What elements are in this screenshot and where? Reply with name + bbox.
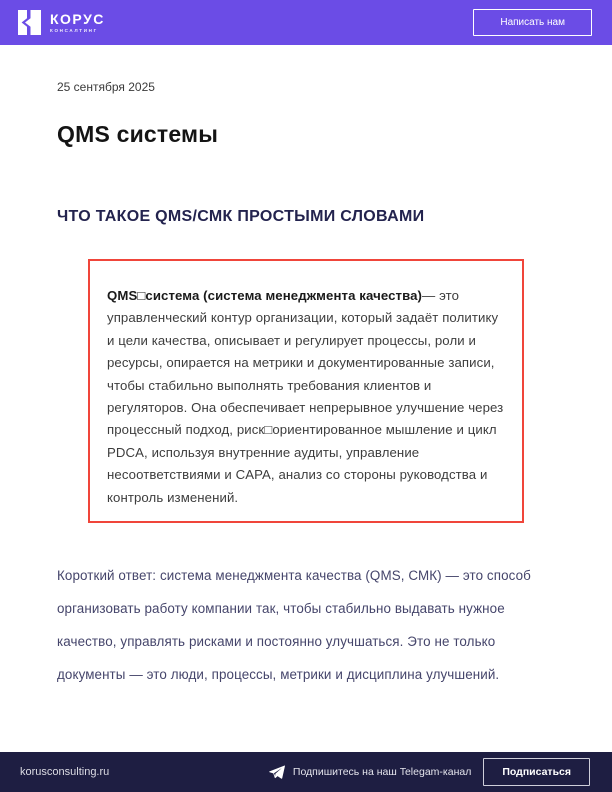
site-footer [0, 752, 612, 792]
site-header [0, 0, 612, 45]
logo-title: КОРУС [50, 11, 105, 27]
definition-text [107, 285, 508, 509]
telegram-text: Подпишитесь на наш Telegam-канал [292, 766, 472, 778]
logo-subtitle: КОНСАЛТИНГ [50, 27, 98, 33]
definition-body: — это управленческий контур организации, который задаёт политику и цели качества, описывает и регулирует процессы, роли и ресурсы, опирается на метрики и документированные записи, чтобы стабильно выполнять требования клиентов и регуляторов. Она обеспечивает непрерывное улучшение через процессный подход, риск□ориентированное мышление и цикл PDCA, используя внутренние аудиты, управление несоответствиями и CAPA, анализ со стороны руководства и контроль изменений. [107, 288, 504, 505]
korus-logo-icon [16, 9, 43, 36]
definition-lead-bold: QMS□система (система менеджмента качества) [107, 288, 423, 303]
korus-logo[interactable] [16, 9, 105, 36]
section-heading: ЧТО ТАКОЕ QMS/СМК ПРОСТЫМИ СЛОВАМИ [57, 208, 425, 225]
logo-text [50, 12, 105, 33]
article [0, 80, 612, 691]
summary-paragraph: Короткий ответ: система менеджмента качества (QMS, СМК) — это способ организовать работу компании так, чтобы стабильно выдавать нужное качество, управлять рисками и постоянно улучшаться. Это не только документы — это люди, процессы, метрики и дисциплина улучшений. [57, 568, 531, 683]
telegram-cta [269, 765, 471, 779]
definition-quote-box [88, 259, 524, 523]
article-date: 25 сентября 2025 [57, 80, 155, 94]
contact-button[interactable]: Написать нам [473, 9, 592, 36]
article-title: QMS системы [57, 121, 219, 147]
subscribe-button[interactable]: Подписаться [483, 758, 590, 786]
site-link[interactable]: korusconsulting.ru [20, 766, 110, 778]
telegram-plane-icon [269, 765, 285, 779]
